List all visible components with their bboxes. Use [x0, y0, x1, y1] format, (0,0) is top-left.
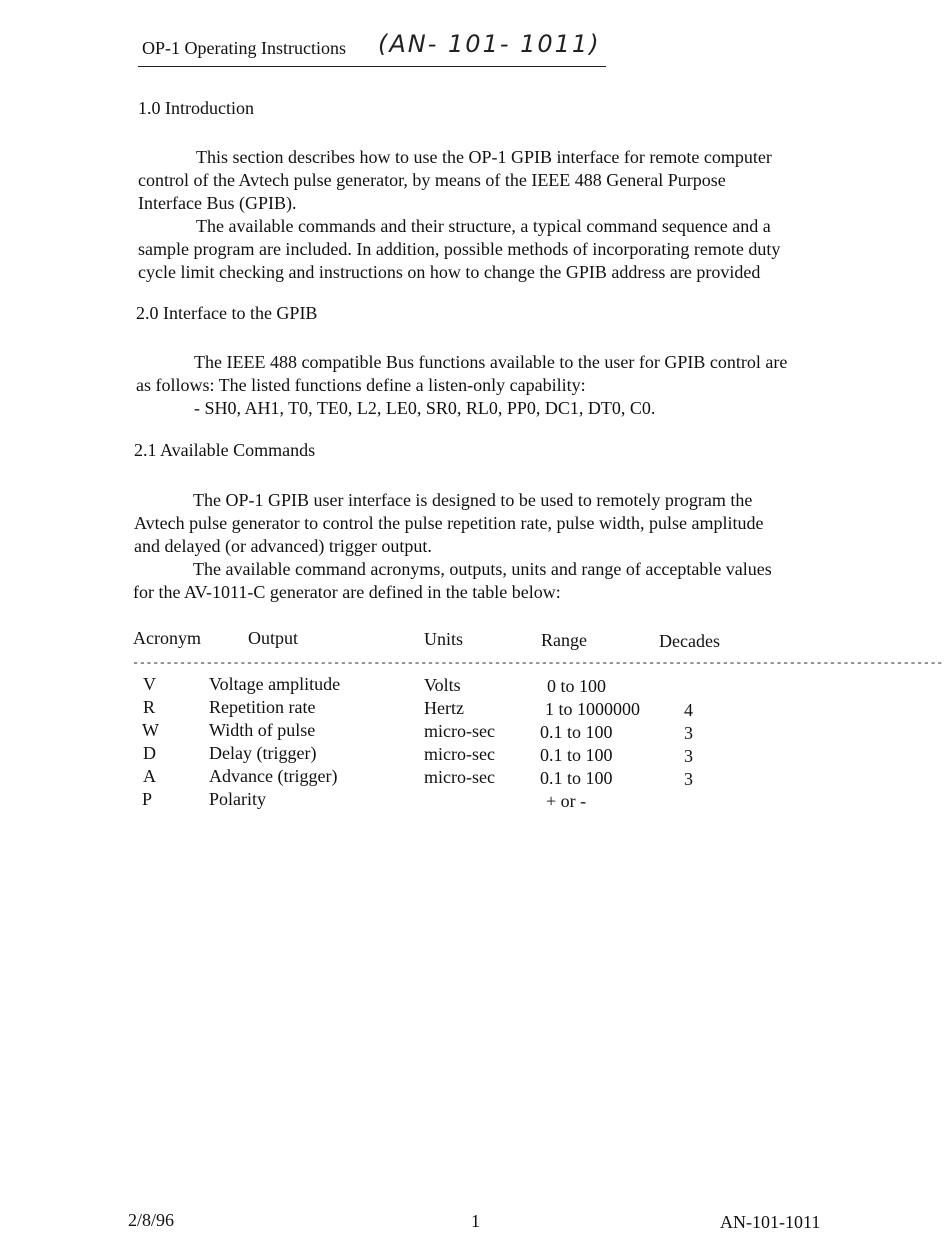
section-heading-introduction: 1.0 Introduction	[138, 98, 254, 118]
footer-date: 2/8/96	[128, 1210, 175, 1230]
paragraph-line: Interface Bus (GPIB).	[138, 193, 297, 213]
table-cell-units: micro-sec	[424, 721, 495, 741]
table-header-range: Range	[541, 630, 587, 650]
paragraph-line: The IEEE 488 compatible Bus functions available to the user for GPIB control are	[194, 352, 788, 372]
table-header-units: Units	[424, 629, 464, 649]
table-cell-output: Polarity	[209, 789, 266, 809]
table-header-acronym: Acronym	[133, 628, 201, 648]
table-header-decades: Decades	[659, 631, 720, 651]
paragraph-line: and delayed (or advanced) trigger output.	[134, 536, 432, 556]
paragraph-line: control of the Avtech pulse generator, by means of the IEEE 488 General Purpose	[138, 170, 726, 190]
table-cell-decades: 3	[684, 723, 693, 743]
section-heading-interface: 2.0 Interface to the GPIB	[136, 303, 318, 323]
table-cell-range: 0.1 to 100	[540, 768, 613, 788]
page-header-title: OP-1 Operating Instructions	[142, 38, 346, 58]
section-heading-commands: 2.1 Available Commands	[134, 440, 316, 460]
table-cell-acronym: W	[142, 720, 159, 740]
table-cell-acronym: V	[143, 674, 156, 694]
table-cell-decades: 3	[684, 769, 693, 789]
table-cell-output: Voltage amplitude	[209, 674, 341, 694]
footer-document-id: AN-101-1011	[720, 1212, 821, 1232]
paragraph-line: for the AV-1011-C generator are defined in the table below:	[133, 582, 561, 602]
paragraph-line: The available command acronyms, outputs, units and range of acceptable values	[193, 559, 772, 579]
paragraph-line: The available commands and their structure, a typical command sequence and a	[196, 216, 771, 236]
paragraph-line: sample program are included. In addition, possible methods of incorporating remote duty	[138, 239, 781, 259]
table-cell-range: 1 to 1000000	[545, 699, 641, 719]
table-cell-acronym: D	[143, 743, 156, 763]
table-cell-range: + or -	[546, 791, 587, 811]
table-cell-acronym: A	[143, 766, 156, 786]
handwritten-note: (AN- 101- 1011)	[378, 30, 601, 58]
paragraph-line: cycle limit checking and instructions on how to change the GPIB address are provided	[138, 262, 761, 282]
header-rule	[138, 66, 606, 67]
table-cell-range: 0.1 to 100	[540, 745, 613, 765]
table-rule: -------------------------------------------------------------------------------------------------------------------------	[132, 656, 943, 670]
table-cell-acronym: R	[143, 697, 156, 717]
table-cell-units: micro-sec	[424, 744, 495, 764]
table-cell-units: Volts	[424, 675, 461, 695]
table-cell-decades: 3	[684, 746, 693, 766]
paragraph-line: as follows: The listed functions define a listen-only capability:	[136, 375, 586, 395]
table-cell-acronym: P	[142, 789, 153, 809]
paragraph-line: Avtech pulse generator to control the pulse repetition rate, pulse width, pulse amplitude	[134, 513, 764, 533]
table-cell-units: micro-sec	[424, 767, 495, 787]
table-cell-output: Repetition rate	[209, 697, 316, 717]
table-cell-output: Width of pulse	[209, 720, 316, 740]
paragraph-line: The OP-1 GPIB user interface is designed to be used to remotely program the	[193, 490, 753, 510]
table-cell-range: 0.1 to 100	[540, 722, 613, 742]
paragraph-line: This section describes how to use the OP-1 GPIB interface for remote computer	[196, 147, 772, 167]
footer-page-number: 1	[471, 1211, 480, 1231]
table-cell-units: Hertz	[424, 698, 464, 718]
table-cell-range: 0 to 100	[547, 676, 607, 696]
table-cell-output: Delay (trigger)	[209, 743, 317, 763]
table-header-output: Output	[248, 628, 299, 648]
bus-functions-list: - SH0, AH1, T0, TE0, L2, LE0, SR0, RL0, PP0, DC1, DT0, C0.	[194, 398, 656, 418]
table-cell-decades: 4	[684, 700, 693, 720]
table-cell-output: Advance (trigger)	[209, 766, 338, 786]
